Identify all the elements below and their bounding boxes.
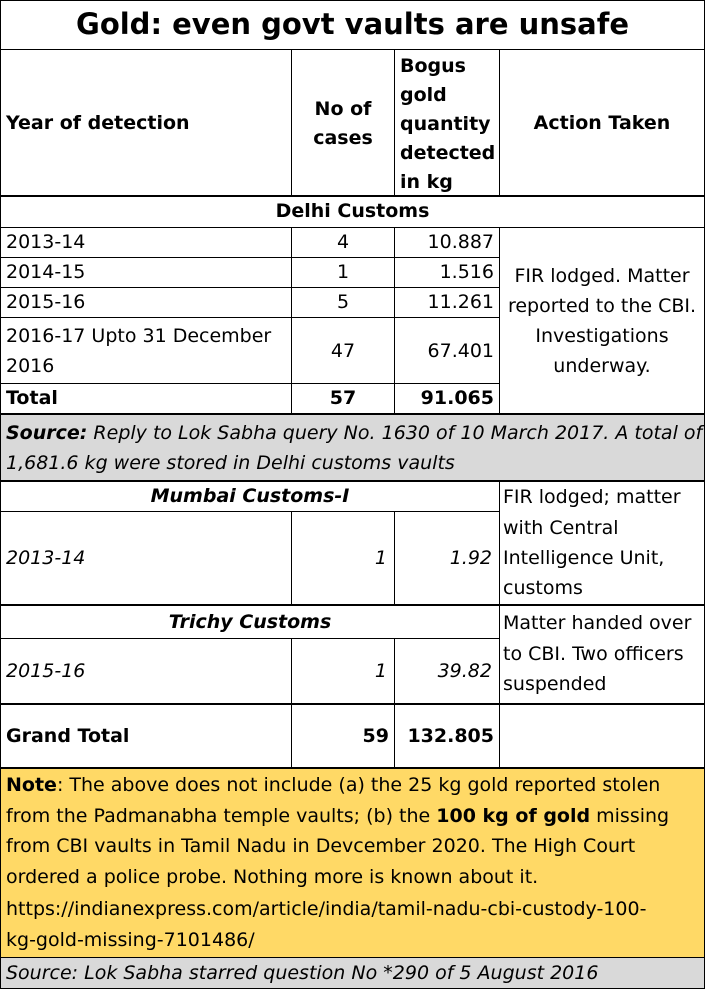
delhi-source-line: 1,681.6 kg were stored in Delhi customs vaults <box>6 452 455 474</box>
header-year-cell <box>0 50 292 197</box>
cases-cell <box>292 512 395 606</box>
mumbai-action-line: customs <box>503 577 583 599</box>
header-cases-line1: No of <box>314 98 372 120</box>
mumbai-action-line: with Central <box>503 517 619 539</box>
mumbai-action-line: Intelligence Unit, <box>503 547 665 569</box>
delhi-action-cell <box>500 228 705 415</box>
note-label: Note <box>6 774 57 796</box>
trichy-qty: 39.82 <box>437 660 492 682</box>
delhi-year: 2015-16 <box>6 291 86 313</box>
trichy-action-line: Matter handed over <box>503 612 692 634</box>
delhi-source-line <box>6 418 702 448</box>
mumbai-year: 2013-14 <box>6 547 86 569</box>
qty-cell <box>395 639 500 705</box>
table-row <box>0 258 292 288</box>
trichy-action-cell <box>500 606 705 705</box>
table-row <box>0 384 292 415</box>
mumbai-cases: 1 <box>374 547 387 569</box>
delhi-heading-cell <box>0 197 705 228</box>
trichy-heading: Trichy Customs <box>168 611 332 633</box>
delhi-qty: 67.401 <box>427 340 494 362</box>
grand-total-qty: 132.805 <box>407 725 494 747</box>
note-text: : The above does not include (a) the 25 kg gold reported stolen <box>56 774 661 796</box>
note-highlight: 100 kg of gold <box>436 805 591 827</box>
mumbai-qty: 1.92 <box>449 547 492 569</box>
header-qty-line: detected <box>400 142 496 164</box>
header-cases-line2: cases <box>313 127 373 149</box>
delhi-cases: 4 <box>336 231 350 253</box>
mumbai-action-line: FIR lodged; matter <box>503 486 681 508</box>
delhi-year: 2014-15 <box>6 261 86 283</box>
page-title: Gold: even govt vaults are unsafe <box>0 0 705 50</box>
qty-cell <box>395 384 500 415</box>
qty-cell <box>395 318 500 384</box>
footer-source <box>0 958 705 989</box>
delhi-heading: Delhi Customs <box>275 200 430 222</box>
header-qty-line: in kg <box>400 171 453 193</box>
qty-cell <box>395 288 500 318</box>
delhi-year: 2013-14 <box>6 231 86 253</box>
table-row <box>0 512 292 606</box>
header-qty-line: gold <box>400 84 447 106</box>
header-action-cell <box>500 50 705 197</box>
table-row <box>0 318 292 384</box>
table-row <box>0 228 292 258</box>
table-row <box>0 705 292 769</box>
delhi-qty: 1.516 <box>439 261 494 283</box>
mumbai-heading: Mumbai Customs-I <box>150 485 350 507</box>
cases-cell <box>292 288 395 318</box>
cases-cell <box>292 639 395 705</box>
delhi-cases: 1 <box>336 261 350 283</box>
note-line <box>6 801 669 831</box>
note-line <box>6 770 660 800</box>
grand-total-label: Grand Total <box>6 725 130 747</box>
qty-cell <box>395 512 500 606</box>
mumbai-heading-cell <box>0 482 500 512</box>
note-box <box>0 769 705 958</box>
trichy-action-line: suspended <box>503 673 607 695</box>
header-qty-line: Bogus <box>400 55 466 77</box>
delhi-action-line: reported to the CBI. <box>507 295 697 317</box>
delhi-total-cases: 57 <box>329 387 357 409</box>
source-text: Reply to Lok Sabha query No. 1630 of 10 March 2017. A total of <box>87 422 703 444</box>
header-year: Year of detection <box>6 112 190 134</box>
cases-cell <box>292 318 395 384</box>
delhi-action-line: Investigations <box>535 325 669 347</box>
cases-cell <box>292 228 395 258</box>
delhi-cases: 5 <box>336 291 350 313</box>
cases-cell <box>292 705 395 769</box>
table-row <box>0 288 292 318</box>
qty-cell <box>395 228 500 258</box>
cases-cell <box>292 384 395 415</box>
cases-cell <box>292 258 395 288</box>
header-qty-line: quantity <box>400 113 491 135</box>
footer-source-text: Source: Lok Sabha starred question No *290 of 5 August 2016 <box>6 962 599 984</box>
delhi-total-qty: 91.065 <box>420 387 494 409</box>
delhi-qty: 10.887 <box>427 231 494 253</box>
note-line: ordered a police probe. Nothing more is known about it. <box>6 866 539 888</box>
delhi-source-note <box>0 415 705 482</box>
mumbai-action-cell <box>500 482 705 606</box>
header-action: Action Taken <box>533 112 671 134</box>
note-text: from the Padmanabha temple vaults; (b) the <box>6 805 437 827</box>
delhi-year: 2016 <box>6 355 55 377</box>
note-line: from CBI vaults in Tamil Nadu in Devcember 2020. The High Court <box>6 835 636 857</box>
source-label: Source: <box>6 422 88 444</box>
trichy-action-line: to CBI. Two officers <box>503 643 684 665</box>
qty-cell <box>395 705 500 769</box>
qty-cell <box>395 258 500 288</box>
note-url-line[interactable]: https://indianexpress.com/article/india/tamil-nadu-cbi-custody-100- <box>6 898 647 920</box>
trichy-cases: 1 <box>374 660 387 682</box>
header-cases-cell <box>292 50 395 197</box>
delhi-qty: 11.261 <box>427 291 494 313</box>
trichy-year: 2015-16 <box>6 660 86 682</box>
grand-total-cases: 59 <box>362 725 389 747</box>
trichy-heading-cell <box>0 606 500 639</box>
delhi-action-line: underway. <box>553 355 651 377</box>
delhi-year: 2016-17 Upto 31 December <box>6 325 272 347</box>
grand-total-action-cell <box>500 705 705 769</box>
table-row <box>0 639 292 705</box>
header-qty-cell <box>395 50 500 197</box>
delhi-total-label: Total <box>6 387 58 409</box>
note-text: missing <box>590 805 670 827</box>
note-url-line[interactable]: kg-gold-missing-7101486/ <box>6 929 255 951</box>
delhi-action-line: FIR lodged. Matter <box>514 265 690 287</box>
delhi-cases: 47 <box>330 340 356 362</box>
